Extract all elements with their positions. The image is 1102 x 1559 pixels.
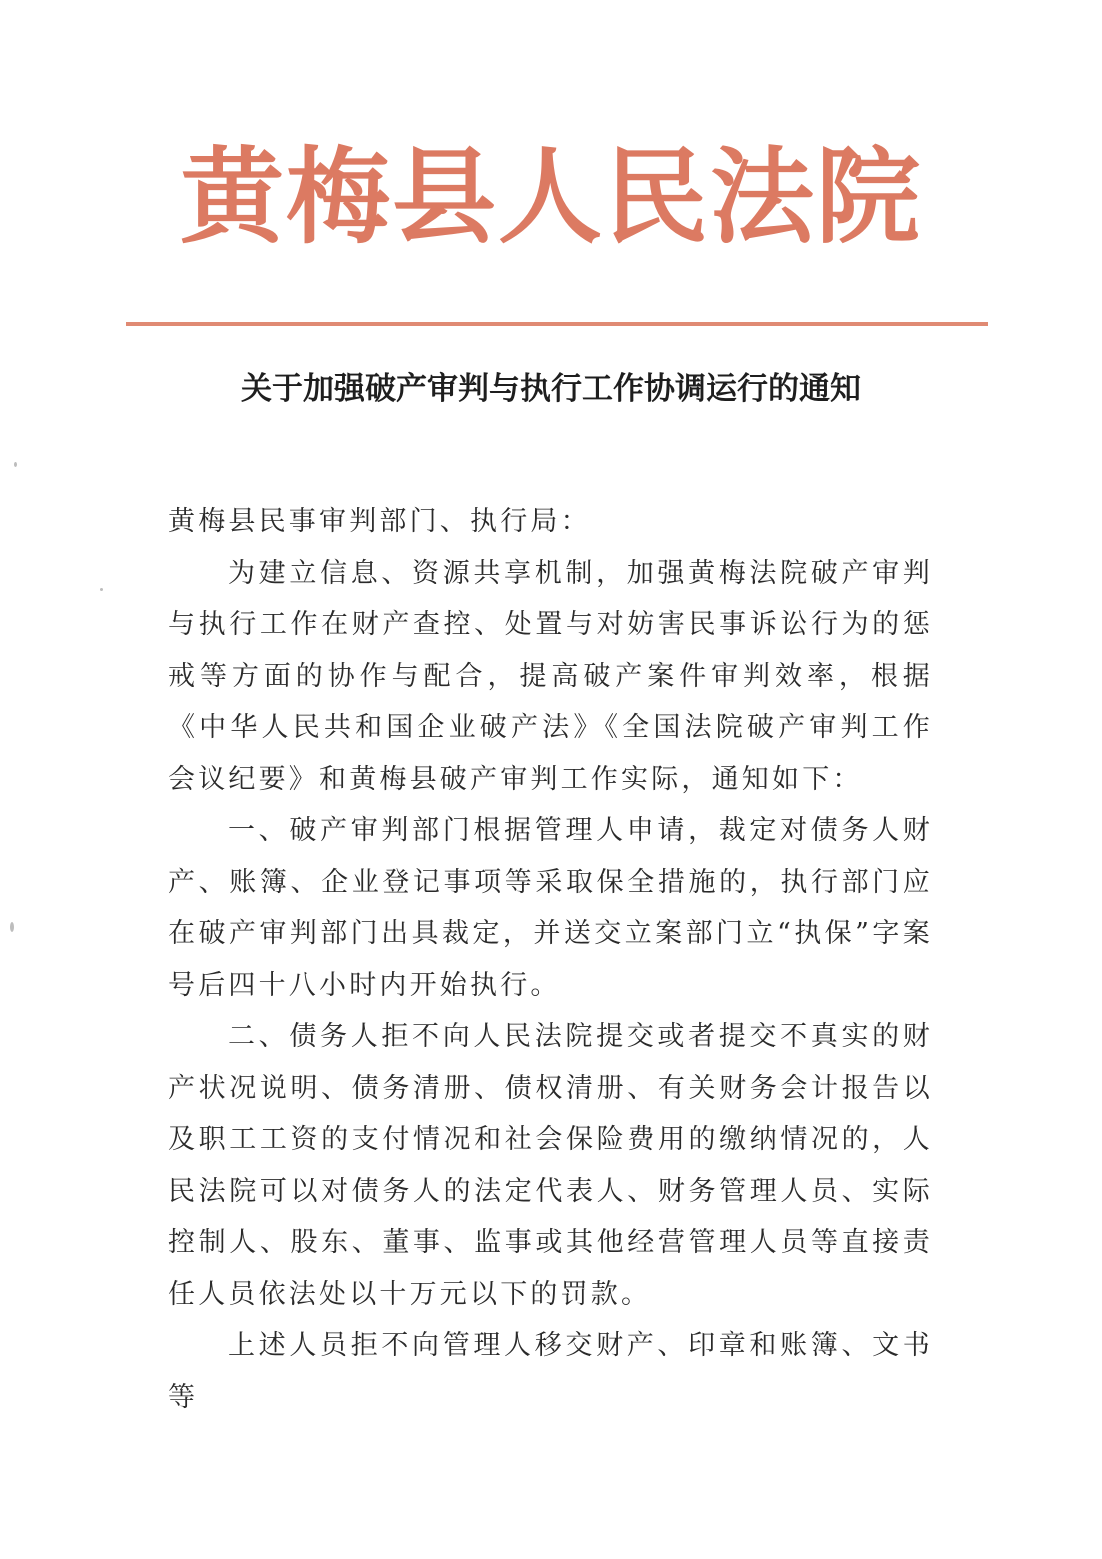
- scan-speck: [14, 462, 17, 467]
- salutation: 黄梅县民事审判部门、执行局：: [168, 506, 591, 537]
- court-letterhead: 黄梅县人民法院: [179, 135, 922, 258]
- scan-speck: [100, 588, 103, 591]
- scan-speck: [10, 922, 14, 932]
- paragraph-intro: 为建立信息、资源共享机制，加强黄梅法院破产审判与执行工作在财产查控、处置与对妨害民事诉讼行为的惩戒等方面的协作与配合，提高破产案件审判效率，根据《中华人民共和国企业破产法》《全国法院破产审判工作会议纪要》和黄梅县破产审判工作实际，通知如下：: [168, 557, 933, 795]
- letterhead-divider: [126, 322, 988, 326]
- paragraph-item-two: 二、债务人拒不向人民法院提交或者提交不真实的财产状况说明、债务清册、债权清册、有关财务会计报告以及职工工资的支付情况和社会保险费用的缴纳情况的，人民法院可以对债务人的法定代表人、财务管理人员、实际控制人、股东、董事、监事或其他经营管理人员等直接责任人员依法处以十万元以下的罚款。: [168, 1021, 933, 1310]
- paragraph-item-one: 一、破产审判部门根据管理人申请，裁定对债务人财产、账簿、企业登记事项等采取保全措施的，执行部门应在破产审判部门出具裁定，并送交立案部门立“执保”字案号后四十八小时内开始执行。: [168, 815, 933, 1001]
- notice-title: 关于加强破产审判与执行工作协调运行的通知: [241, 371, 861, 407]
- notice-body: [168, 496, 933, 1423]
- paragraph-continuation: 上述人员拒不向管理人移交财产、印章和账簿、文书等: [168, 1330, 933, 1413]
